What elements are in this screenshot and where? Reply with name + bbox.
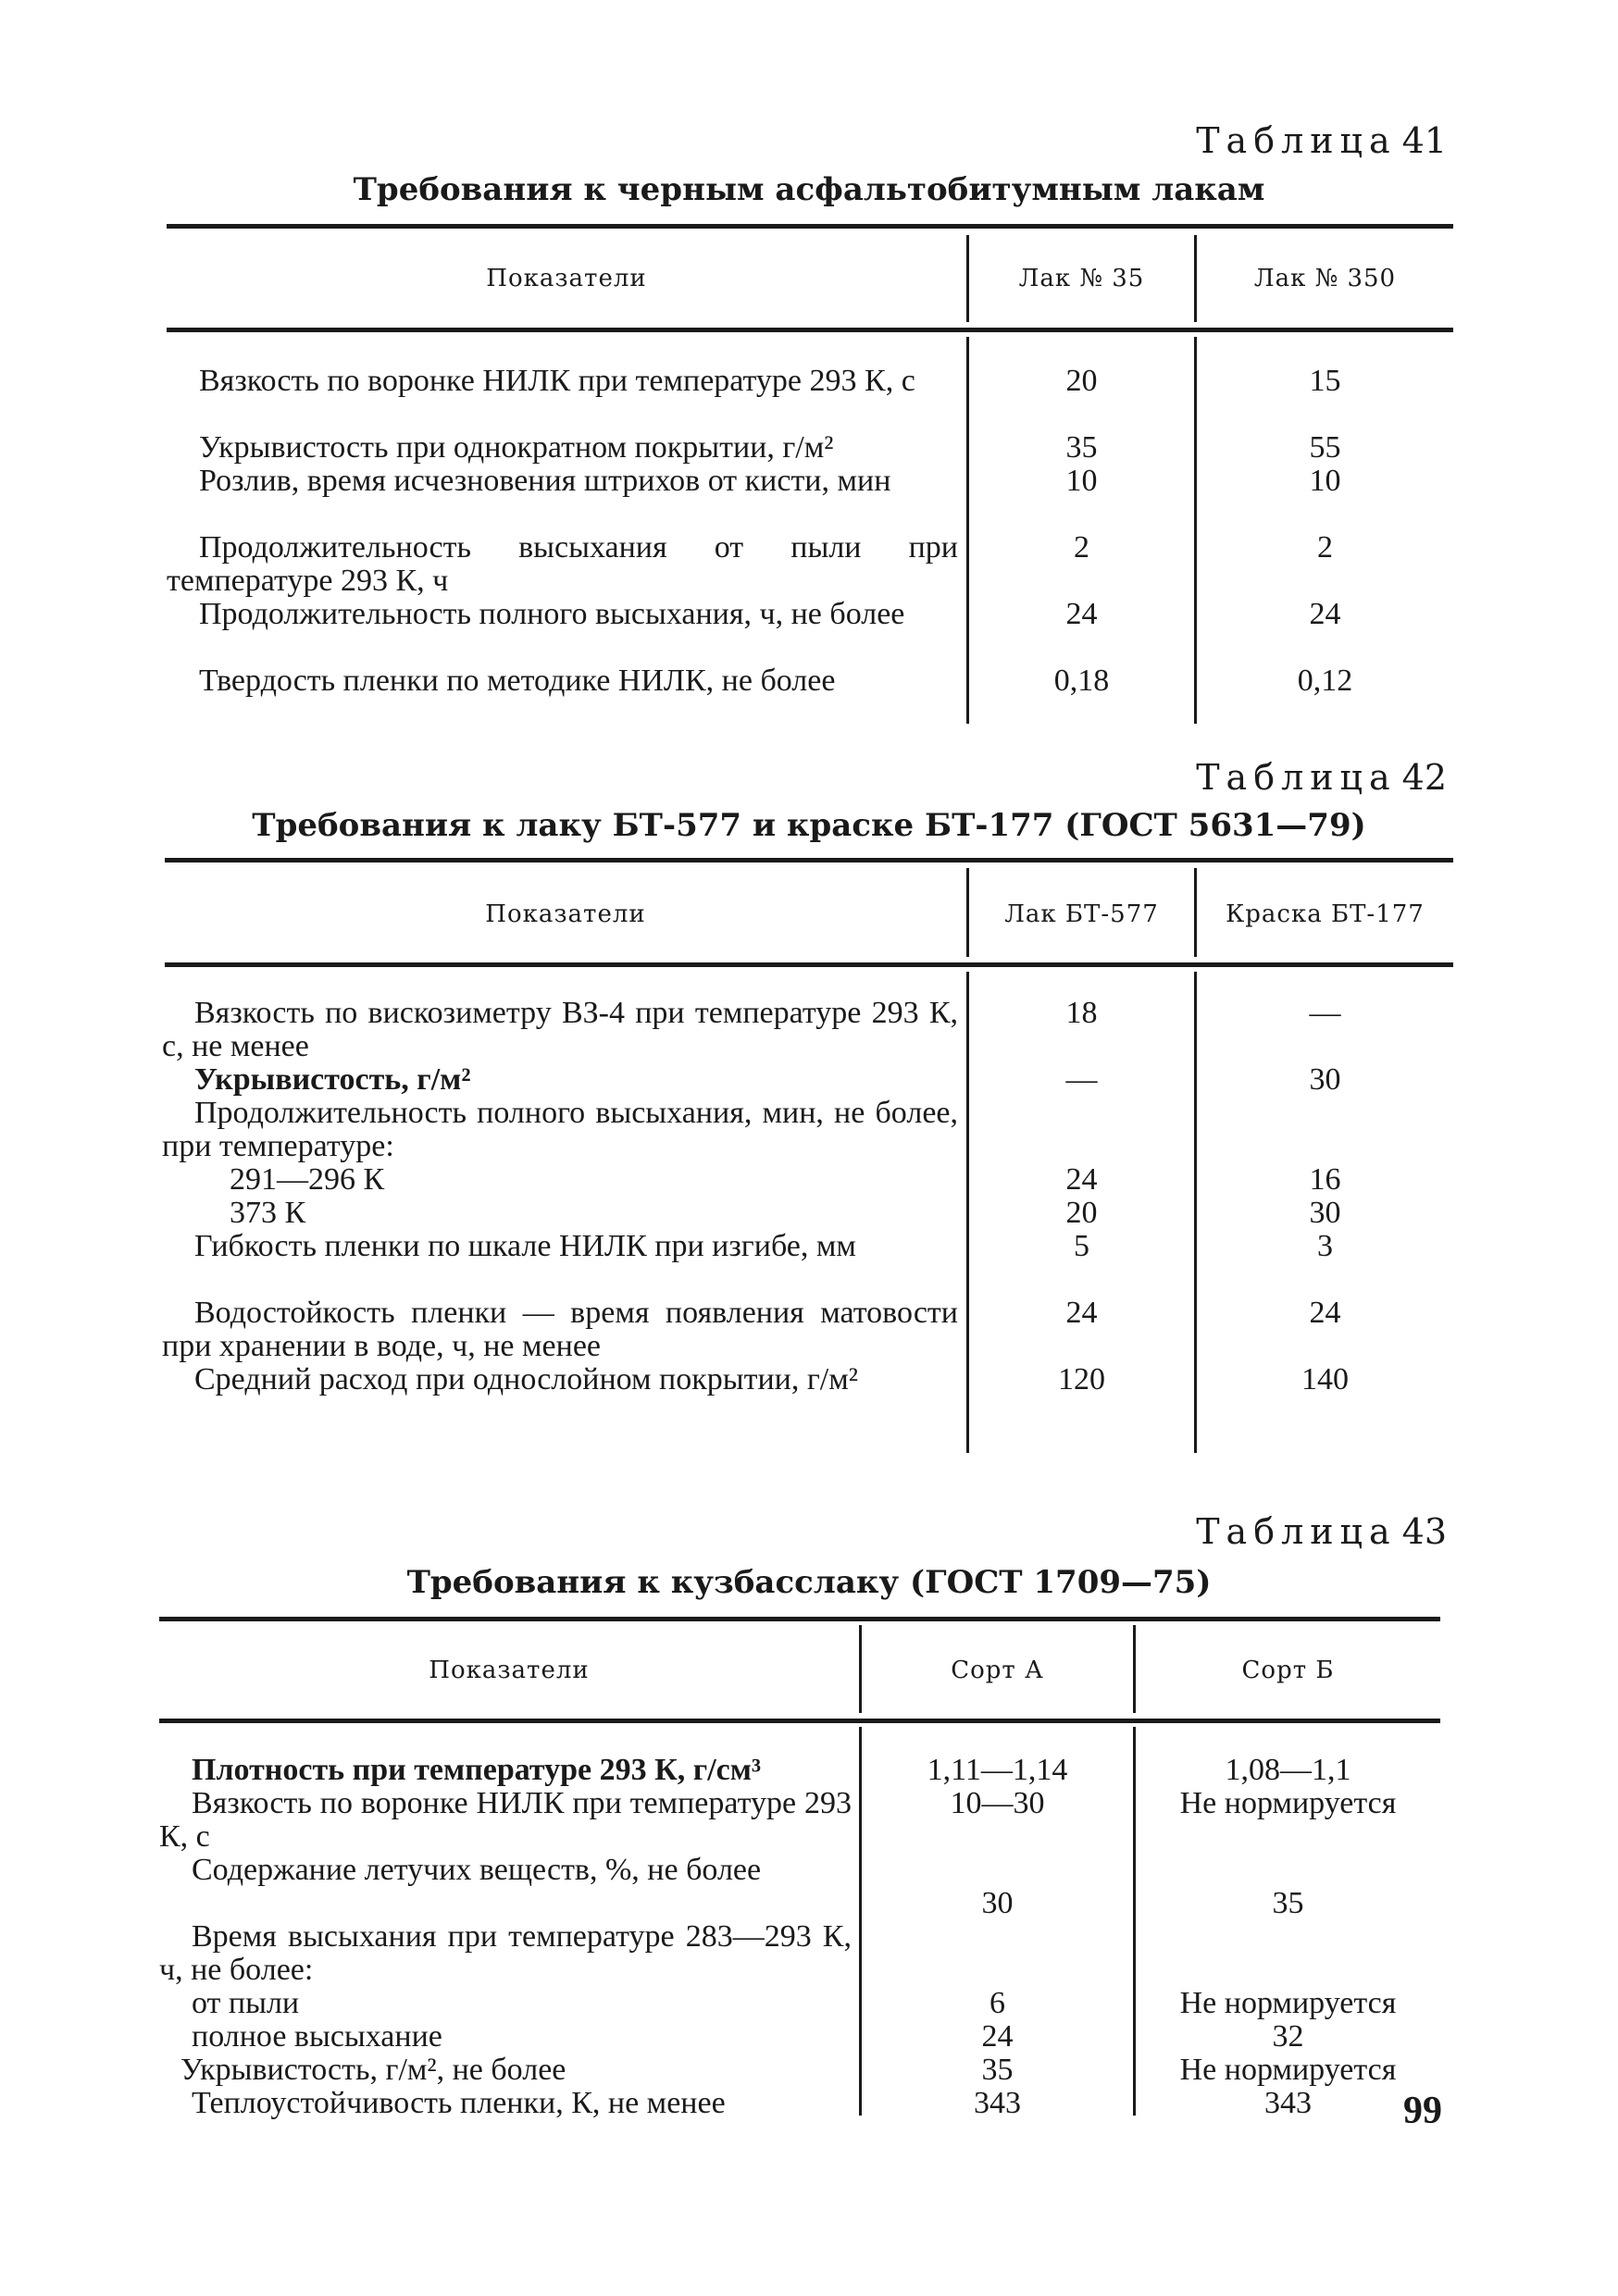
row-label: Водостойкость пленки — время появления матовости при хранении в воде, ч, не менее xyxy=(162,1296,958,1363)
page-number: 99 xyxy=(1403,2090,1442,2132)
row-value: 5 xyxy=(1074,1229,1089,1263)
table-41-title: Требования к черным асфальтобитумным лакам xyxy=(353,171,1265,208)
row-value: 1,11—1,14 xyxy=(927,1753,1068,1787)
table-42-title: Требования к лаку БТ-577 и краске БТ-177 (ГОСТ 5631—79) xyxy=(252,807,1366,844)
row-value: 18 xyxy=(1065,996,1098,1030)
row-value: Не нормируется xyxy=(1179,2053,1397,2087)
row-label: Вязкость по воронке НИЛК при температуре 293 К, с xyxy=(199,364,915,398)
row-label: Гибкость пленки по шкале НИЛК при изгибе, мм xyxy=(194,1229,856,1263)
row-value: — xyxy=(1065,1062,1098,1097)
row-value: 32 xyxy=(1272,2019,1304,2054)
row-label: Содержание летучих веществ, %, не более xyxy=(192,1853,762,1887)
table-41-number xyxy=(1196,120,1447,161)
row-label: Плотность при температуре 293 К, г/см³ xyxy=(192,1753,762,1787)
table-number-label: Таблица xyxy=(1196,1511,1397,1552)
row-label: полное высыхание xyxy=(192,2019,442,2054)
row-value: 6 xyxy=(989,1986,1005,2020)
table-number-label: Таблица xyxy=(1196,757,1397,798)
row-value: — xyxy=(1309,996,1341,1030)
row-value: 24 xyxy=(1065,597,1098,631)
column-header: Показатели xyxy=(486,265,647,292)
row-label: Розлив, время исчезновения штрихов от кисти, мин xyxy=(199,464,891,498)
row-label: Теплоустойчивость пленки, К, не менее xyxy=(192,2086,726,2120)
row-value: 3 xyxy=(1317,1229,1333,1263)
row-value: 24 xyxy=(1065,1296,1098,1330)
row-label: Укрывистость, г/м², не более xyxy=(180,2053,566,2087)
row-label: 373 К xyxy=(230,1196,306,1230)
table-number-value: 41 xyxy=(1401,120,1447,161)
row-value: Не нормируется xyxy=(1179,1786,1397,1820)
row-value: 35 xyxy=(981,2053,1014,2087)
table-42-number xyxy=(1196,757,1447,798)
row-value: 10—30 xyxy=(950,1786,1045,1820)
row-value: 343 xyxy=(974,2086,1021,2120)
row-value: 16 xyxy=(1309,1162,1341,1197)
row-value: 140 xyxy=(1301,1362,1349,1396)
row-value: 0,12 xyxy=(1297,664,1353,698)
row-value: 0,18 xyxy=(1053,664,1110,698)
table-rule xyxy=(165,858,1453,863)
row-value: Не нормируется xyxy=(1179,1986,1397,2020)
column-header: Показатели xyxy=(485,900,646,928)
table-number-value: 42 xyxy=(1401,757,1447,798)
row-value: 24 xyxy=(1309,597,1341,631)
row-label: Продолжительность полного высыхания, мин, не более, при температуре: xyxy=(162,1096,958,1163)
column-header: Лак БТ-577 xyxy=(1004,900,1159,928)
row-value: 35 xyxy=(1065,430,1098,465)
row-label: 291—296 К xyxy=(230,1162,385,1197)
row-value: 2 xyxy=(1317,530,1333,565)
row-label: Средний расход при однослойном покрытии, г/м² xyxy=(194,1362,858,1396)
row-label: Укрывистость при однократном покрытии, г/м² xyxy=(199,430,834,465)
row-value: 2 xyxy=(1074,530,1089,565)
column-header: Лак № 350 xyxy=(1253,265,1397,292)
table-rule xyxy=(167,328,1453,332)
row-value: 20 xyxy=(1065,1196,1098,1230)
row-value: 1,08—1,1 xyxy=(1225,1753,1351,1787)
row-label: Твердость пленки по методике НИЛК, не более xyxy=(199,664,836,698)
row-value: 10 xyxy=(1309,464,1341,498)
row-label: от пыли xyxy=(192,1986,300,2020)
table-rule xyxy=(159,1617,1440,1621)
table-43-title: Требования к кузбасслаку (ГОСТ 1709—75) xyxy=(406,1564,1212,1601)
row-value: 15 xyxy=(1309,364,1341,398)
table-number-label: Таблица xyxy=(1196,120,1397,161)
column-header: Лак № 35 xyxy=(1018,265,1145,292)
row-value: 10 xyxy=(1065,464,1098,498)
row-value: 30 xyxy=(1309,1062,1341,1097)
row-value: 20 xyxy=(1065,364,1098,398)
table-rule xyxy=(159,1719,1440,1723)
row-value: 24 xyxy=(1309,1296,1341,1330)
row-value: 30 xyxy=(1309,1196,1341,1230)
column-header: Сорт А xyxy=(951,1657,1044,1684)
row-label: Вязкость по вискозиметру ВЗ-4 при температуре 293 К, с, не менее xyxy=(162,996,958,1063)
table-number-value: 43 xyxy=(1401,1511,1447,1552)
table-43-number xyxy=(1196,1511,1447,1552)
column-header: Показатели xyxy=(429,1657,590,1684)
row-value: 24 xyxy=(981,2019,1014,2054)
column-header: Сорт Б xyxy=(1241,1657,1335,1684)
row-label: Время высыхания при температуре 283—293 К, ч, не более: xyxy=(159,1919,852,1987)
row-value: 24 xyxy=(1065,1162,1098,1197)
row-value: 35 xyxy=(1272,1886,1304,1920)
row-label: Укрывистость, г/м² xyxy=(194,1062,471,1097)
table-rule xyxy=(165,962,1453,967)
table-rule xyxy=(167,224,1453,229)
column-header: Краска БТ-177 xyxy=(1226,900,1425,928)
row-label: Продолжительность полного высыхания, ч, не более xyxy=(199,597,905,631)
row-value: 120 xyxy=(1058,1362,1105,1396)
row-label: Продолжительность высыхания от пыли при температуре 293 К, ч xyxy=(167,530,958,598)
row-value: 30 xyxy=(981,1886,1014,1920)
row-label: Вязкость по воронке НИЛК при температуре 293 К, с xyxy=(159,1786,852,1854)
row-value: 343 xyxy=(1264,2086,1312,2120)
row-value: 55 xyxy=(1309,430,1341,465)
